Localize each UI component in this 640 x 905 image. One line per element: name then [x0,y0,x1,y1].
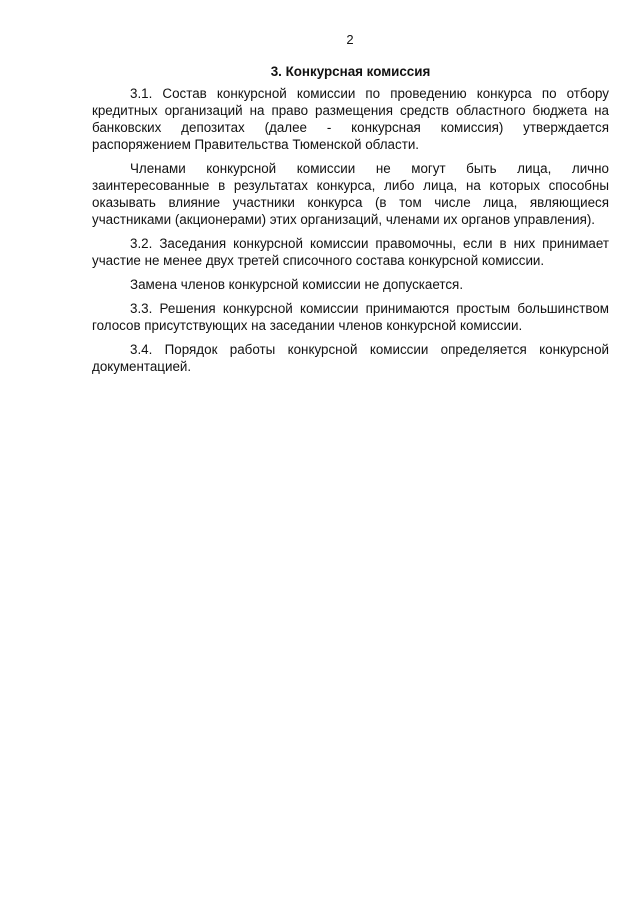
paragraph-3-1: 3.1. Состав конкурсной комиссии по проведению конкурса по отбору кредитных организаций на право размещения средств областного бюджета на банковских депозитах (далее - конкурсная комиссия) утверждается распоряжением Правительства Тюменской области. [92,86,609,152]
document-body [92,63,609,382]
paragraph-members-restriction: Членами конкурсной комиссии не могут быть лица, лично заинтересованные в результатах конкурса, либо лица, на которых способны оказывать влияние участники конкурса (в том числе лица, являющиеся участниками (акционерами) этих организаций, членами их органов управления). [92,161,609,227]
paragraph-3-2: 3.2. Заседания конкурсной комиссии правомочны, если в них принимает участие не менее двух третей списочного состава конкурсной комиссии. [92,236,609,268]
paragraph-3-4: 3.4. Порядок работы конкурсной комиссии определяется конкурсной документацией. [92,342,609,374]
paragraph-no-replacement: Замена членов конкурсной комиссии не допускается. [130,277,464,292]
page-number: 2 [346,32,354,47]
paragraph-3-3: 3.3. Решения конкурсной комиссии принимаются простым большинством голосов присутствующих на заседании членов конкурсной комиссии. [92,301,609,333]
section-title: 3. Конкурсная комиссия [270,64,431,79]
